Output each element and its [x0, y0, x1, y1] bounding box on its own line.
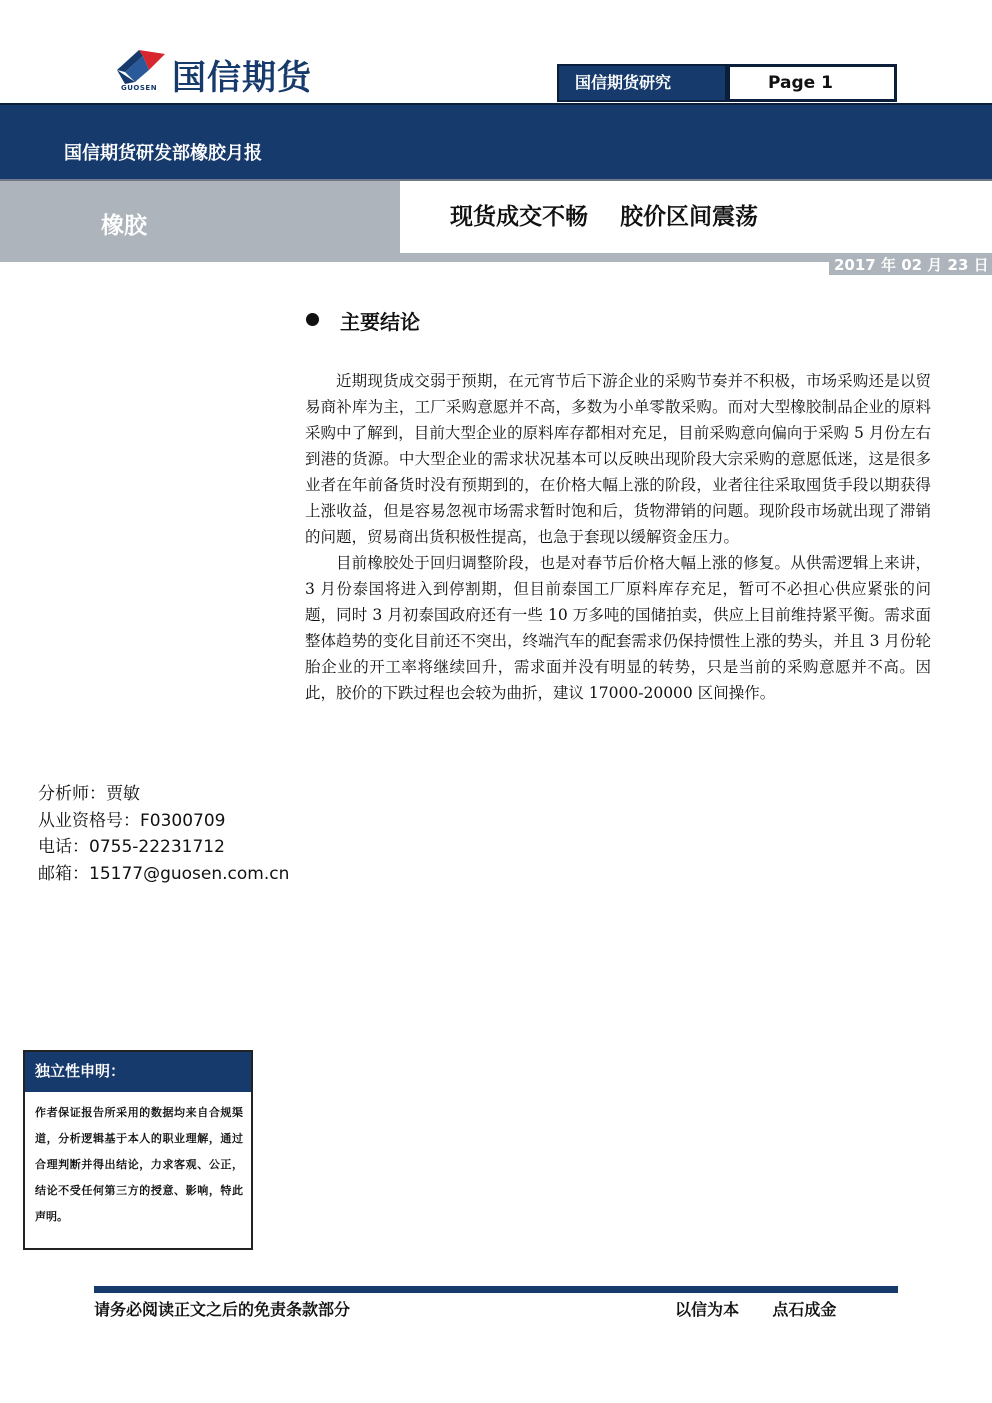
- logo-wordmark: 国信期货: [172, 58, 312, 98]
- footer-disclaimer: 请务必阅读正文之后的免责条款部分: [94, 1300, 351, 1319]
- analyst-email[interactable]: 邮箱：15177@guosen.com.cn: [38, 863, 290, 884]
- analyst-name: 分析师：贾敏: [38, 784, 140, 804]
- statement-title: 独立性申明：: [25, 1052, 251, 1092]
- analyst-info: [38, 781, 289, 887]
- analyst-phone: 电话：0755-22231712: [38, 837, 225, 857]
- analyst-license: 从业资格号：F0300709: [38, 810, 226, 831]
- paragraph: 近期现货成交弱于预期，在元宵节后下游企业的采购节奏并不积极，市场采购还是以贸易商补库为主，工厂采购意愿并不高，多数为小单零散采购。而对大型橡胶制品企业的原料采购中了解到，目前大型企业的原料库存都相对充足，目前采购意向偏向于采购 5 月份左右到港的货源。中大型企业的需求状况基本可以反映出现阶段大宗采购的意愿低迷，这是很多业者在年前备货时没有预期到的，在价格大幅上涨的阶段，业者往往采取囤货手段以期获得上涨收益，但是容易忽视市场需求暂时饱和后，货物滞销的问题。现阶段市场就出现了滞销的问题，贸易商出货积极性提高，也急于套现以缓解资金压力。: [305, 372, 931, 546]
- research-label: 国信期货研究: [557, 64, 727, 102]
- paragraph: 目前橡胶处于回归调整阶段，也是对春节后价格大幅上涨的修复。从供需逻辑上来讲，3 月份泰国将进入到停割期，但目前泰国工厂原料库存充足，暂可不必担心供应紧张的问题，同时 3 月初泰国政府还有一些 10 万多吨的国储拍卖，供应上目前维持紧平衡。需求面整体趋势的变化目前还不突出，终端汽车的配套需求仍保持惯性上涨的势头，并且 3 月份轮胎企业的开工率将继续回升，需求面并没有明显的转势，只是当前的采购意愿并不高。因此，胶价的下跌过程也会较为曲折，建议 17000-20000 区间操作。: [305, 554, 931, 702]
- footer-slogan: 以信为本 点石成金: [675, 1300, 837, 1319]
- category-panel: [0, 181, 400, 253]
- footer-divider: [94, 1286, 898, 1293]
- headline: 现货成交不畅 胶价区间震荡: [450, 204, 759, 230]
- bullet-icon: [306, 313, 319, 326]
- category-label: 橡胶: [101, 213, 147, 239]
- guosen-logo-icon: [113, 48, 169, 88]
- section-heading: 主要结论: [340, 310, 420, 334]
- statement-body: 作者保证报告所采用的数据均来自合规渠道，分析逻辑基于本人的职业理解，通过合理判断并得出结论，力求客观、公正，结论不受任何第三方的授意、影响，特此声明。: [35, 1106, 243, 1223]
- page-number: Page 1: [727, 64, 897, 102]
- logo-subtext: GUOSEN: [121, 84, 158, 92]
- report-date: 2017 年 02 月 23 日: [834, 256, 989, 274]
- report-title: 国信期货研发部橡胶月报: [64, 143, 262, 164]
- conclusion-body: [305, 368, 931, 706]
